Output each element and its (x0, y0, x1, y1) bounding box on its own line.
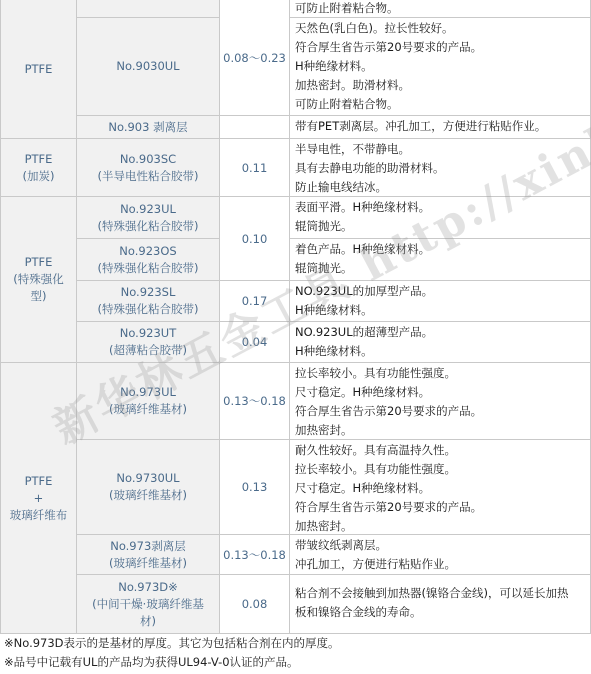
thickness-cell: 0.13 (220, 440, 290, 535)
product-name-cell: No.9730UL (玻璃纤维基材) (77, 440, 220, 535)
description-cell: 拉长率较小。具有功能性强度。 尺寸稳定。H种绝缘材料。 符合厚生省告示第20号要求的产品。 加热密封。 (290, 363, 591, 440)
material-cell: PTFE + 玻璃纤维布 (0, 363, 77, 634)
description-cell: NO.923UL的加厚型产品。 H种绝缘材料。 (290, 281, 591, 322)
description-cell: 表面平滑。H种绝缘材料。 辊筒抛光。 (290, 197, 591, 239)
product-name-cell: No.973UL (玻璃纤维基材) (77, 363, 220, 440)
product-name-cell (77, 0, 220, 18)
thickness-cell: 0.08 (220, 575, 290, 634)
description-cell: 粘合剂不会接触到加热器(镍铬合金线)，可以延长加热 板和镍铬合金线的寿命。 (290, 575, 591, 634)
thickness-cell: 0.08～0.23 (220, 0, 290, 116)
thickness-cell: 0.13～0.18 (220, 535, 290, 575)
thickness-cell: 0.10 (220, 197, 290, 281)
product-name-cell: No.903SC (半导电性粘合胶带) (77, 139, 220, 197)
thickness-cell (220, 116, 290, 139)
product-name-cell: No.923SL (特殊强化粘合胶带) (77, 281, 220, 322)
description-cell: 带皱纹纸剥离层。 冲孔加工，方便进行粘贴作业。 (290, 535, 591, 575)
product-name-cell: No.923UT (超薄粘合胶带) (77, 322, 220, 363)
product-name-cell: No.923OS (特殊强化粘合胶带) (77, 239, 220, 281)
product-name-cell: No.923UL (特殊强化粘合胶带) (77, 197, 220, 239)
description-cell: 可防止附着粘合物。 (290, 0, 591, 18)
product-name-cell: No.973剥离层 (玻璃纤维基材) (77, 535, 220, 575)
product-name-cell: No.903 剥离层 (77, 116, 220, 139)
description-cell: 带有PET剥离层。冲孔加工，方便进行粘贴作业。 (290, 116, 591, 139)
footnotes (4, 634, 589, 672)
description-cell: 天然色(乳白色)。拉长性较好。 符合厚生省告示第20号要求的产品。 H种绝缘材料。 加热密封。助滑材料。 可防止附着粘合物。 (290, 18, 591, 116)
material-cell: PTFE (特殊强化 型) (0, 197, 77, 363)
description-cell: NO.923UL的超薄型产品。 H种绝缘材料。 (290, 322, 591, 363)
product-name-cell: No.973D※ (中间干燥·玻璃纤维基 材) (77, 575, 220, 634)
footnote: ※No.973D表示的是基材的厚度。其它为包括粘合剂在内的厚度。 (4, 636, 340, 650)
thickness-cell: 0.11 (220, 139, 290, 197)
description-cell: 着色产品。H种绝缘材料。 辊筒抛光。 (290, 239, 591, 281)
description-cell: 耐久性较好。具有高温持久性。 拉长率较小。具有功能性强度。 尺寸稳定。H种绝缘材料。 符合厚生省告示第20号要求的产品。 加热密封。 (290, 440, 591, 535)
thickness-cell: 0.17 (220, 281, 290, 322)
product-name-cell: No.9030UL (77, 18, 220, 116)
material-cell: PTFE (0, 0, 77, 139)
material-cell: PTFE (加炭) (0, 139, 77, 197)
footnote: ※品号中记载有UL的产品均为获得UL94-V-0认证的产品。 (4, 655, 299, 669)
thickness-cell: 0.13～0.18 (220, 363, 290, 440)
thickness-cell: 0.04 (220, 322, 290, 363)
description-cell: 半导电性，不带静电。 具有去静电功能的助滑材料。 防止输电线结冰。 (290, 139, 591, 197)
watermark: 新华林五金工具 (45, 255, 360, 455)
